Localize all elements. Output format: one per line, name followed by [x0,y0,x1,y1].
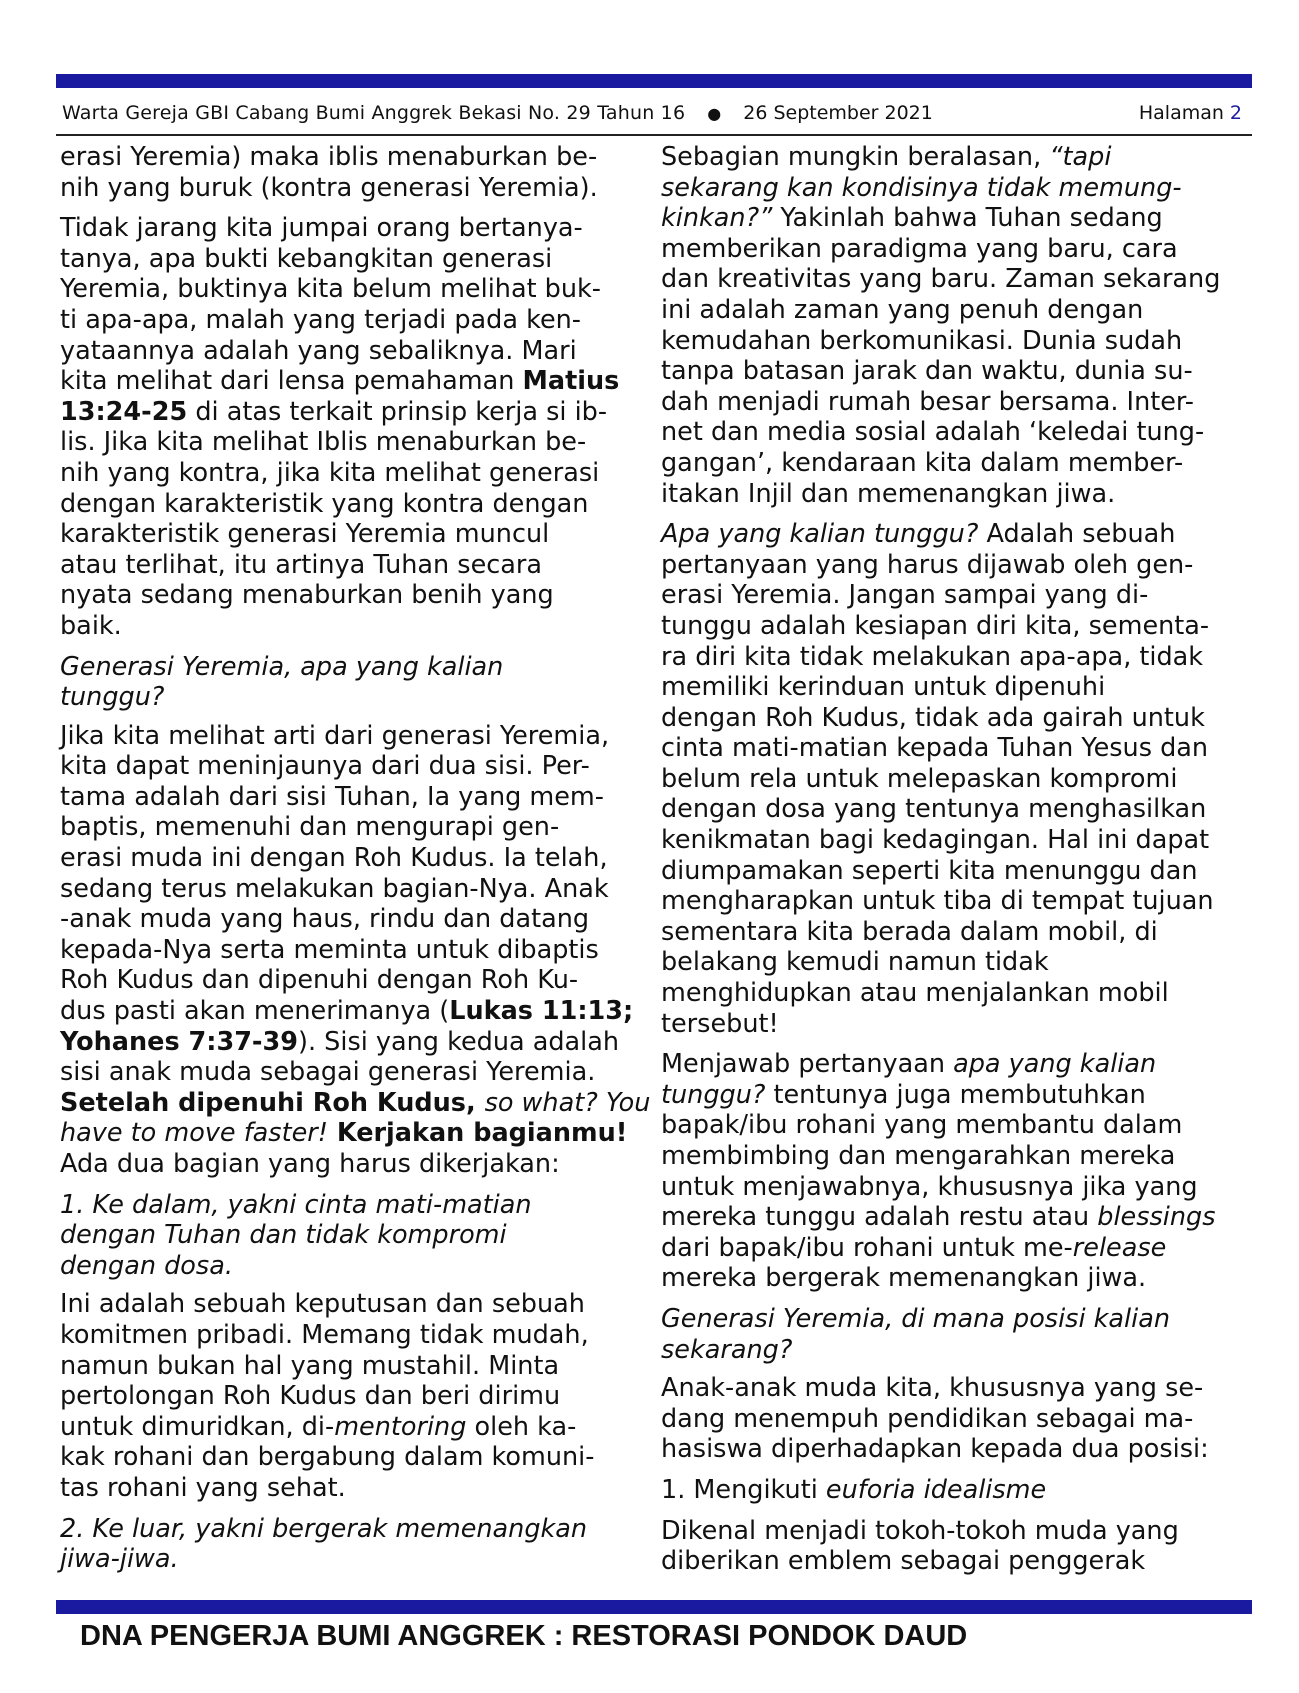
text-line: hasiswa diperhadapkan kepada dua posisi: [661,1434,1209,1465]
text-line: pertolongan Roh Kudus dan beri dirimu [60,1381,561,1412]
text-line [60,1412,640,1443]
text-run: dus pasti akan menerimanya ( [60,996,450,1027]
text-line: Yeremia, buktinya kita belum melihat buk- [60,274,601,305]
text-line: erasi Yeremia) maka iblis menaburkan be- [60,142,598,172]
text-line [661,1080,1253,1111]
heading-line: 2. Ke luar, yakni bergerak memenangkan [60,1513,588,1544]
text-line: lis. Jika kita melihat Iblis menaburkan be- [60,427,587,458]
page-number: 2 [1229,102,1242,124]
text-line: mengharapkan untuk tiba di tempat tujuan [661,886,1214,917]
text-line: diberikan emblem sebagai penggerak [661,1546,1146,1577]
emphasis-bold: Kerjakan bagianmu! [328,1118,628,1149]
issue-date: 26 September 2021 [743,102,933,124]
text-line: mereka bergerak memenangkan jiwa. [661,1263,1147,1294]
text-run: Menjawab pertanyaan [661,1049,954,1080]
text-line: tama adalah dari sisi Tuhan, Ia yang mem- [60,781,604,812]
text-line: memberikan paradigma yang baru, cara [661,233,1178,264]
paragraph [661,142,1253,509]
text-line [60,1087,651,1119]
text-line: -anak muda yang haus, rindu dan datang [60,904,590,935]
heading-line: dengan Tuhan dan tidak kompromi [60,1220,507,1251]
text-run: untuk dimuridkan, di- [60,1411,335,1442]
text-line: dang menempuh pendidikan sebagai ma- [661,1403,1194,1434]
text-line: erasi muda ini dengan Roh Kudus. Ia telah, [60,843,608,874]
text-line: yataannya adalah yang sebaliknya. Mari [60,335,577,366]
text-line: Jika kita melihat arti dari generasi Yeremia, [60,720,610,751]
text-line [661,1233,1253,1264]
text-line [60,1118,640,1149]
text-line: baik. [60,610,122,641]
text-line [661,519,1253,550]
emphasis-italic: tunggu? [661,1079,766,1110]
top-blue-bar [56,74,1252,88]
text-line: cinta mati-matian kepada Tuhan Yesus dan [661,733,1209,764]
text-run: dari bapak/ibu rohani untuk me- [661,1232,1073,1263]
text-line: erasi Yeremia. Jangan sampai yang di- [661,580,1149,611]
text-run: oleh ka- [466,1411,577,1442]
text-line: menghidupkan atau menjalankan mobil [661,978,1169,1009]
emphasis-italic: euforia idealisme [825,1474,1047,1505]
heading-line: Generasi Yeremia, apa yang kalian [60,651,504,682]
text-line: kenikmatan bagi kedagingan. Hal ini dapat [661,825,1210,856]
emphasis-italic: have to move faster! [60,1118,328,1149]
text-line: bapak/ibu rohani yang membantu dalam [661,1110,1183,1141]
text-line: dan kreativitas yang baru. Zaman sekarang [661,264,1221,295]
text-line: membimbing dan mengarahkan mereka [661,1141,1176,1171]
section-heading [60,1514,640,1575]
emphasis-italic: apa yang kalian [953,1049,1157,1080]
text-line [661,142,1253,173]
text-line: net dan media sosial adalah ‘keledai tung- [661,417,1205,448]
text-line: tanya, apa bukti kebangkitan generasi [60,243,553,274]
text-line: diumpamakan seperti kita menunggu dan [661,855,1198,886]
paragraph [661,1049,1253,1294]
text-line [661,203,1253,234]
text-line: baptis, memenuhi dan mengurapi gen- [60,812,560,843]
text-run: 1. Mengikuti [661,1474,826,1505]
text-line: komitmen pribadi. Memang tidak mudah, [60,1319,589,1350]
paragraph [60,142,640,203]
emphasis-italic: so what? You [484,1087,651,1118]
text-line: Dikenal menjadi tokoh-tokoh muda yang [661,1515,1179,1546]
text-line: nih yang buruk (kontra generasi Yeremia). [60,172,598,203]
footer-slogan: DNA PENGERJA BUMI ANGGREK : RESTORASI PONDOK DAUD [80,1620,968,1652]
text-line: karakteristik generasi Yeremia muncul [60,519,550,550]
text-run: tentunya juga membutuhkan [765,1079,1146,1110]
emphasis-italic: “tapi [1049,142,1112,172]
emphasis-italic: Apa yang kalian tunggu? [661,519,979,550]
text-line: Ini adalah sebuah keputusan dan sebuah [60,1289,585,1320]
emphasis-bold: Setelah dipenuhi Roh Kudus, [60,1087,485,1118]
heading-line: 1. Ke dalam, yakni cinta mati-matian [60,1189,532,1220]
bottom-blue-bar [56,1600,1252,1614]
text-line [60,397,640,428]
text-line: tunggu adalah kesiapan diri kita, sementa- [661,610,1210,641]
text-line: ra diri kita tidak melakukan apa-apa, tidak [661,641,1204,672]
text-line: Roh Kudus dan dipenuhi dengan Roh Ku- [60,965,579,996]
text-line: Tidak jarang kita jumpai orang bertanya- [60,213,583,244]
text-line: tanpa batasan jarak dan waktu, dunia su- [661,356,1193,387]
section-heading [60,1190,640,1282]
emphasis-italic: release [1072,1232,1167,1263]
paragraph [60,720,651,1180]
text-run: mereka tunggu adalah restu atau [661,1202,1098,1233]
heading-line: jiwa-jiwa. [60,1544,179,1575]
text-line: atau terlihat, itu artinya Tuhan secara [60,549,543,580]
publication-title: Warta Gereja GBI Cabang Bumi Anggrek Bekasi No. 29 Tahun 16 [62,102,686,124]
paragraph [60,213,640,641]
text-line [661,1202,1253,1233]
emphasis-italic: blessings [1097,1202,1216,1233]
text-line: sementara kita berada dalam mobil, di [661,916,1158,947]
text-line: sedang terus melakukan bagian-Nya. Anak [60,873,609,904]
text-line: ti apa-apa, malah yang terjadi pada ken- [60,304,581,335]
text-line [661,1475,1253,1506]
text-line: sisi anak muda sebagai generasi Yeremia. [60,1057,596,1088]
text-line: nih yang kontra, jika kita melihat generasi [60,457,600,488]
text-line: kak rohani dan bergabung dalam komuni- [60,1442,595,1473]
paragraph [661,519,1253,1039]
text-line: nyata sedang menaburkan benih yang [60,580,554,611]
heading-line: tunggu? [60,682,165,713]
text-line: kita dapat meninjaunya dari dua sisi. Per- [60,751,590,782]
text-line: kepada-Nya serta meminta untuk dibaptis [60,934,599,965]
scripture-reference: Lukas 11:13; [449,996,634,1027]
text-line: belakang kemudi namun tidak [661,947,1049,978]
text-run: ). Sisi yang kedua adalah [298,1026,620,1057]
text-run: Sebagian mungkin beralasan, [661,142,1050,172]
emphasis-italic: mentoring [334,1411,467,1442]
text-line [661,1049,1253,1080]
text-line: gangan’, kendaraan kita dalam member- [661,447,1184,478]
heading-line: Generasi Yeremia, di mana posisi kalian [661,1303,1171,1334]
text-line: pertanyaan yang harus dijawab oleh gen- [661,549,1194,580]
text-line: dengan dosa yang tentunya menghasilkan [661,794,1207,825]
scripture-reference: 13:24-25 [60,396,188,427]
paragraph [661,1516,1253,1577]
text-line: untuk menjawabnya, khususnya jika yang [661,1171,1198,1202]
text-line: ini adalah zaman yang penuh dengan [661,294,1144,325]
text-run: di atas terkait prinsip kerja si ib- [187,396,608,427]
section-heading [60,652,640,713]
text-line: itakan Injil dan memenangkan jiwa. [661,478,1116,509]
text-line: belum rela untuk melepaskan kompromi [661,763,1178,794]
page-header [62,98,1242,128]
emphasis-italic: kinkan?” [661,203,773,234]
text-line: tersebut! [661,1008,779,1039]
text-line: memiliki kerinduan untuk dipenuhi [661,672,1106,703]
text-line: dengan karakteristik yang kontra dengan [60,488,589,519]
text-run: Yakinlah bahwa Tuhan sedang [772,203,1163,234]
right-column [661,142,1253,1587]
text-line: Anak-anak muda kita, khususnya yang se- [661,1373,1204,1404]
section-heading [661,1304,1253,1365]
text-run: Adalah sebuah [978,519,1176,550]
text-line: dengan Roh Kudus, tidak ada gairah untuk [661,702,1205,733]
text-line [60,1027,640,1058]
bullet-separator: ● [707,103,722,123]
text-line: tas rohani yang sehat. [60,1472,346,1503]
left-column [60,142,651,1583]
heading-line: sekarang? [661,1334,793,1365]
text-line: kemudahan berkomunikasi. Dunia sudah [661,325,1183,356]
paragraph [661,1373,1253,1465]
text-line: sekarang kan kondisinya tidak memung- [661,172,1182,203]
text-line [60,996,640,1027]
subheading [661,1475,1253,1506]
paragraph [60,1289,640,1503]
text-line: Ada dua bagian yang harus dikerjakan: [60,1149,560,1179]
text-run: kita melihat dari lensa pemahaman [60,366,523,397]
text-line [60,366,640,397]
text-line: namun bukan hal yang mustahil. Minta [60,1350,560,1381]
page-label: Halaman [1138,102,1224,124]
header-rule [56,134,1252,136]
scripture-reference: Matius [522,366,620,397]
heading-line: dengan dosa. [60,1250,233,1281]
scripture-reference: Yohanes 7:37-39 [60,1026,299,1057]
text-line: dah menjadi rumah besar bersama. Inter- [661,386,1194,417]
